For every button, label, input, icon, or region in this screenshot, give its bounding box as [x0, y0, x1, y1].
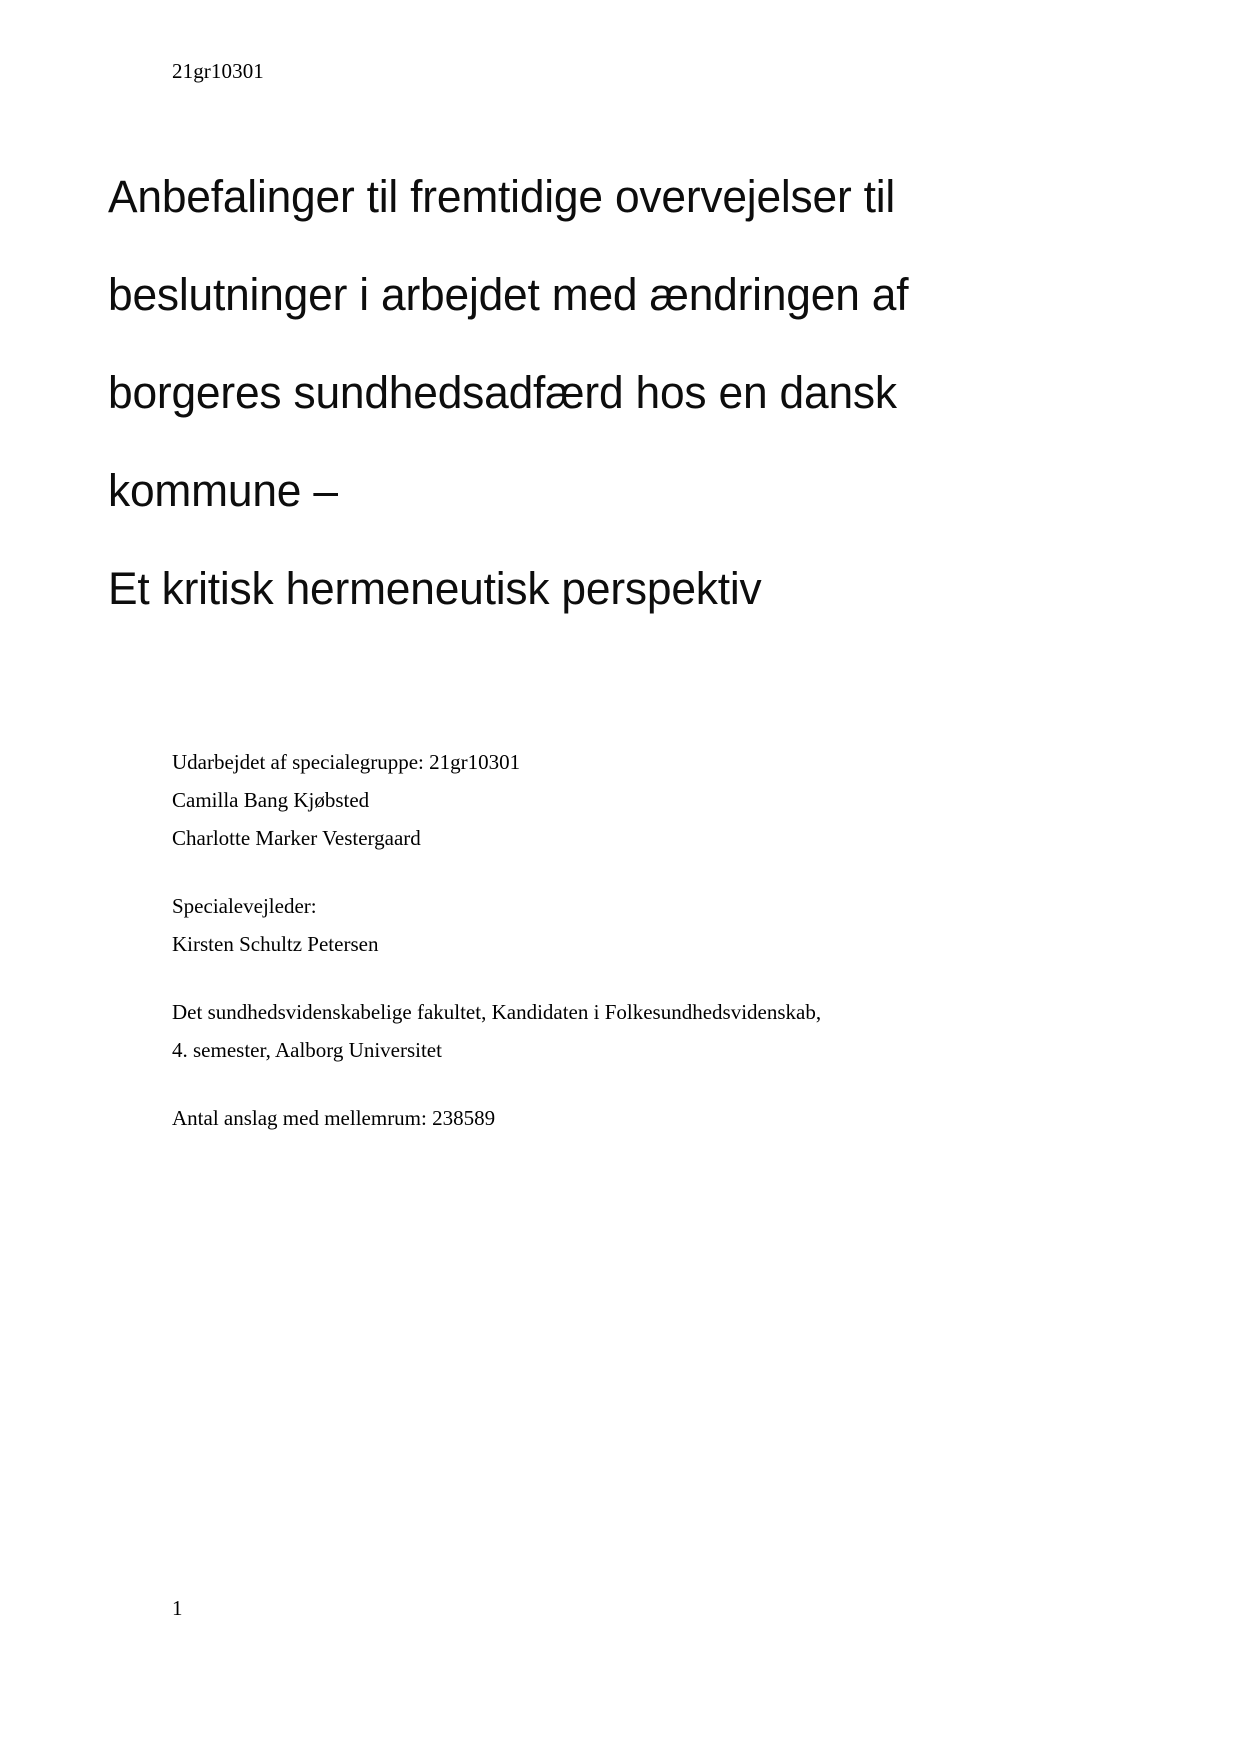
page-number: 1 — [172, 1596, 183, 1620]
subtitle-line-1: Et kritisk hermeneutisk perspektiv — [108, 563, 762, 614]
title-line-4: kommune – — [108, 465, 338, 516]
supervisor-group — [172, 887, 1032, 963]
supervisor-name: Kirsten Schultz Petersen — [172, 932, 379, 956]
character-count-line: Antal anslag med mellemrum: 238589 — [172, 1106, 496, 1130]
document-subtitle — [108, 540, 988, 638]
colophon-block — [172, 743, 1032, 1137]
character-count-group — [172, 1099, 1032, 1137]
document-title — [108, 148, 988, 540]
running-header: 21gr10301 — [172, 59, 264, 83]
institution-group — [172, 993, 1032, 1069]
title-line-2: beslutninger i arbejdet med ændringen af — [108, 269, 909, 320]
author-name-2: Charlotte Marker Vestergaard — [172, 826, 421, 850]
supervisor-label: Specialevejleder: — [172, 894, 317, 918]
faculty-line: Det sundhedsvidenskabelige fakultet, Kandidaten i Folkesundhedsvidenskab, — [172, 1000, 822, 1024]
authors-group — [172, 743, 1032, 857]
title-line-1: Anbefalinger til fremtidige overvejelser til — [108, 171, 896, 222]
author-name-1: Camilla Bang Kjøbsted — [172, 788, 370, 812]
specialegruppe-line: Udarbejdet af specialegruppe: 21gr10301 — [172, 750, 521, 774]
title-line-3: borgeres sundhedsadfærd hos en dansk — [108, 367, 897, 418]
semester-line: 4. semester, Aalborg Universitet — [172, 1038, 442, 1062]
